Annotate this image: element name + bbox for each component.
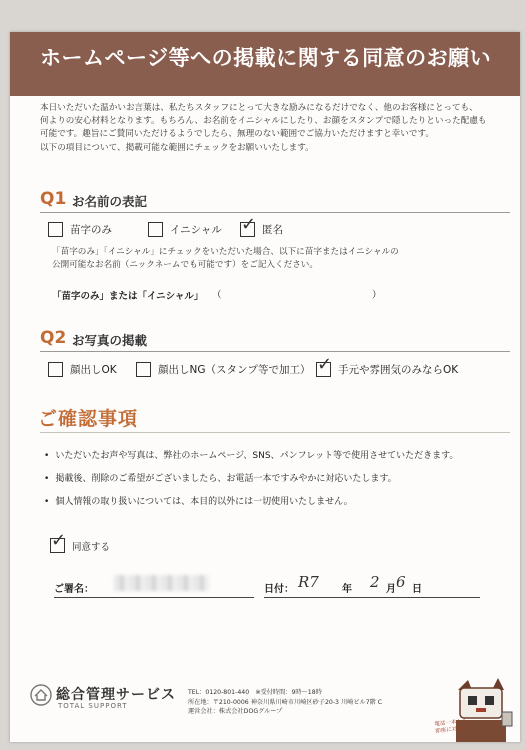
q1-option-label: 匿名 — [262, 224, 283, 236]
q2-option-face-ng[interactable] — [136, 362, 316, 377]
q1-options — [48, 222, 283, 237]
contact-tel: TEL：0120-801-440 ※受付時間：9時〜18時 — [188, 689, 322, 696]
q1-divider — [40, 212, 510, 213]
q2-option-label: 顔出しOK — [70, 364, 117, 376]
q1-option-label: 苗字のみ — [70, 224, 112, 236]
signature-name-label: ご署名： — [54, 584, 94, 595]
checkbox-agree[interactable] — [50, 538, 65, 553]
q1-option-surname[interactable] — [48, 222, 148, 237]
q1-option-label: イニシャル — [170, 224, 222, 236]
agree-option[interactable] — [50, 538, 110, 553]
signature-era: R7 — [298, 573, 319, 591]
q1-number: Q1 — [40, 189, 67, 209]
page-title: ホームページ等への掲載に関する同意のお願い — [40, 46, 492, 70]
confirm-bullet: • 掲載後、削除のご希望がございましたら、お電話一本ですみやかに対応いたします。 — [44, 471, 397, 484]
confirm-bullet: • いただいたお声や写真は、弊社のホームページ、SNS、パンフレット等で使用させていただきます。 — [44, 448, 458, 461]
signature-date-label: 日付： — [264, 584, 294, 595]
confirm-divider — [40, 432, 510, 433]
q2-title: お写真の掲載 — [72, 333, 148, 348]
checkbox-hands-only[interactable] — [316, 362, 331, 377]
checkbox-surname[interactable] — [48, 222, 63, 237]
q1-title: お名前の表記 — [72, 194, 148, 209]
checkbox-initial[interactable] — [148, 222, 163, 237]
q2-option-hands-only[interactable] — [316, 362, 458, 377]
header-banner — [10, 32, 520, 96]
house-logo-icon — [30, 684, 52, 706]
checkbox-anonymous[interactable] — [240, 222, 255, 237]
checkbox-face-ok[interactable] — [48, 362, 63, 377]
mascot-caption-line: 電話一本から — [434, 718, 468, 728]
signature-day: 6 — [396, 573, 406, 591]
q1-paren-open: （ — [212, 290, 222, 301]
q2-option-label: 手元や雰囲気のみならOK — [338, 364, 459, 376]
q1-field-label: 「苗字のみ」または「イニシャル」 — [52, 291, 204, 302]
signature-redacted — [114, 575, 209, 591]
contact-info — [188, 688, 382, 717]
confirm-bullet: • 個人情報の取り扱いについては、本目的以外には一切使用いたしません。 — [44, 494, 353, 507]
intro-line: 何よりの安心材料となります。もちろん、お名前をイニシャルにしたり、お顔をスタンプで隠したりといった配慮も — [40, 116, 487, 127]
signature-year-suffix: 年 — [342, 584, 352, 595]
q2-number: Q2 — [40, 328, 67, 348]
signature-day-suffix: 日 — [412, 584, 422, 595]
q1-name-input[interactable] — [226, 284, 371, 300]
q1-option-anonymous[interactable] — [240, 222, 283, 237]
mascot-caption-line: 即座に対応！ — [435, 725, 469, 735]
checkbox-face-ng[interactable] — [136, 362, 151, 377]
signature-name-line[interactable] — [54, 597, 254, 598]
agree-label: 同意する — [72, 541, 111, 553]
contact-operator: 運営会社：株式会社DOGグループ — [188, 708, 283, 715]
intro-text — [40, 102, 500, 155]
company-name-en: TOTAL SUPPORT — [58, 702, 128, 710]
q2-divider — [40, 351, 510, 352]
q1-note-line: 公開可能なお名前（ニックネームでも可能です）をご記入ください。 — [52, 260, 318, 270]
signature-month-suffix: 月 — [386, 584, 396, 595]
q2-option-label: 顔出しNG（スタンプ等で加工） — [158, 364, 311, 376]
q1-note — [52, 246, 399, 272]
q2-option-face-ok[interactable] — [48, 362, 136, 377]
q2-options — [48, 362, 458, 377]
q1-option-initial[interactable] — [148, 222, 240, 237]
signature-month: 2 — [370, 573, 380, 591]
signature-date-line[interactable] — [264, 597, 480, 598]
consent-form-page — [10, 32, 520, 742]
intro-line: 本日いただいた温かいお言葉は、私たちスタッフにとって大きな励みになるだけでなく、他のお客様にとっても、 — [40, 103, 478, 113]
q1-paren-close: ） — [372, 290, 382, 301]
confirm-title: ご確認事項 — [38, 408, 139, 430]
intro-line: 以下の項目について、掲載可能な範囲にチェックをお願いいたします。 — [40, 142, 314, 153]
company-name: 総合管理サービス — [56, 687, 176, 703]
contact-address: 所在地：〒210-0006 神奈川県川崎市川崎区砂子20-3 川崎ビル7階 C — [188, 698, 383, 706]
q1-note-line: 「苗字のみ」「イニシャル」にチェックをいただいた場合、以下に苗字またはイニシャルの — [52, 247, 399, 257]
intro-line: 可能です。趣旨にご賛同いただけるようでしたら、無理のない範囲でご協力いただけますと幸いです。 — [40, 129, 434, 140]
